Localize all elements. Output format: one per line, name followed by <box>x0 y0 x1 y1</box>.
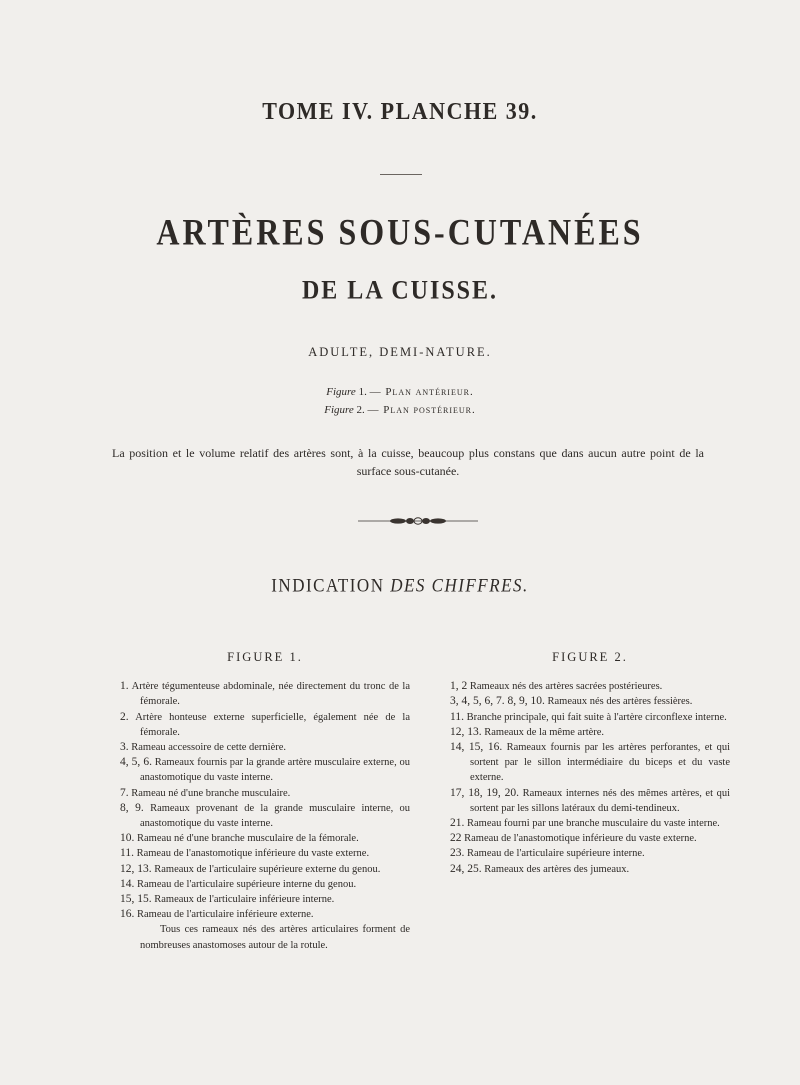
figure-2-heading: FIGURE 2. <box>552 650 628 664</box>
item-number: 3, 4, 5, 6, 7. 8, 9, 10. <box>450 695 545 708</box>
list-item <box>120 877 410 892</box>
item-text: Rameau accessoire de cette dernière. <box>131 742 287 754</box>
item-text: Rameau de l'anastomotique inférieure du vaste externe. <box>136 848 370 860</box>
figure-2-caption <box>0 404 800 416</box>
figure-2-caption-desc: — Plan postérieur. <box>367 404 476 416</box>
item-number: 22 <box>450 832 462 845</box>
list-item <box>450 725 730 740</box>
item-text: Rameaux fournis par la grande artère musculaire externe, ou anastomotique du vaste interne. <box>140 757 411 784</box>
item-text: Rameau de l'anastomotique inférieure du vaste externe. <box>464 833 697 845</box>
item-number: 7. <box>120 786 129 799</box>
divider-rule <box>380 174 422 175</box>
list-item <box>120 862 410 877</box>
item-text: Rameaux des artères des jumeaux. <box>484 863 630 875</box>
item-text: Rameaux provenant de la grande musculaire interne, ou anastomotique du vaste interne. <box>140 802 411 830</box>
item-number: 3. <box>120 741 129 754</box>
list-item <box>120 801 410 831</box>
item-number: 11. <box>450 710 464 723</box>
list-item <box>120 786 410 801</box>
figure-1-list <box>120 679 410 953</box>
item-text: Rameau fourni par une branche musculaire du vaste interne. <box>467 818 720 830</box>
list-item <box>120 710 410 740</box>
list-item <box>450 786 730 816</box>
item-text: Rameaux de l'articulaire supérieure externe du genou. <box>154 863 381 875</box>
list-item <box>450 846 730 861</box>
item-text: Rameau né d'une branche musculaire. <box>131 787 291 799</box>
item-number: 24, 25. <box>450 862 482 875</box>
item-number: 14, 15, 16. <box>450 741 503 754</box>
list-item <box>120 846 410 861</box>
list-item <box>450 816 730 831</box>
item-text: Rameau de l'articulaire inférieure externe. <box>137 909 314 921</box>
item-number: 23. <box>450 847 465 860</box>
section-heading-part2: DES CHIFFRES. <box>390 575 529 596</box>
item-number: 1. <box>120 680 129 693</box>
item-text: Rameau né d'une branche musculaire de la fémorale. <box>137 833 359 845</box>
scale-subtitle: ADULTE, DEMI-NATURE. <box>308 345 492 359</box>
item-text: Rameaux de l'articulaire inférieure interne. <box>154 894 335 906</box>
item-text: Rameau de l'articulaire supérieure interne. <box>467 848 645 860</box>
list-item <box>450 679 730 694</box>
item-number: 11. <box>120 847 134 860</box>
list-item <box>120 892 410 907</box>
list-item <box>120 831 410 846</box>
section-heading <box>0 575 800 597</box>
item-text: Rameaux nés des artères fessières. <box>547 696 693 708</box>
list-item <box>450 740 730 786</box>
intro-paragraph: La position et le volume relatif des artères sont, à la cuisse, beaucoup plus constans que dans aucun autre point de la surface sous-cutanée. <box>112 446 704 478</box>
figure-1-note: Tous ces rameaux nés des artères articulaires forment de nombreuses anastomoses autour de la rotule. <box>140 924 410 951</box>
item-number: 12, 13. <box>450 725 482 738</box>
figure-1-caption <box>0 386 800 398</box>
item-number: 4, 5, 6. <box>120 756 152 769</box>
figure-2-caption-number: 2. <box>356 404 365 416</box>
item-text: Branche principale, qui fait suite à l'artère circonflexe interne. <box>466 711 727 723</box>
item-number: 8, 9. <box>120 801 144 814</box>
ornament-divider <box>358 514 478 528</box>
item-text: Artère tégumenteuse abdominale, née directement du tronc de la fémorale. <box>131 681 411 708</box>
item-number: 16. <box>120 908 135 921</box>
list-item <box>120 755 410 785</box>
item-number: 1, 2 <box>450 680 468 693</box>
list-item <box>450 694 730 709</box>
figure-1-caption-number: 1. <box>358 386 367 398</box>
item-number: 21. <box>450 817 465 830</box>
figure-1-caption-label: Figure <box>326 386 356 398</box>
item-text: Artère honteuse externe superficielle, également née de la fémorale. <box>135 711 410 738</box>
figure-1-caption-desc: — Plan antérieur. <box>369 386 474 398</box>
list-item <box>120 907 410 922</box>
item-number: 10. <box>120 832 135 845</box>
figure-1-legend <box>120 650 410 953</box>
figure-1-heading: FIGURE 1. <box>227 650 303 664</box>
item-number: 2. <box>120 710 129 723</box>
item-number: 15, 15. <box>120 893 152 906</box>
plate-number: TOME IV. PLANCHE 39. <box>262 96 538 125</box>
item-text: Rameaux nés des artères sacrées postérieures. <box>469 681 663 693</box>
list-item <box>120 679 410 709</box>
item-text: Rameaux de la même artère. <box>484 726 605 738</box>
page-title-line2: DE LA CUISSE. <box>301 276 499 306</box>
list-item <box>450 831 730 846</box>
item-text: Rameaux internes nés des mêmes artères, et qui sortent par les sillons latéraux du demi-tendineux. <box>470 787 730 814</box>
item-number: 17, 18, 19, 20. <box>450 786 520 799</box>
section-heading-part1: INDICATION <box>271 575 385 596</box>
list-item <box>450 862 730 877</box>
list-item <box>120 740 410 755</box>
item-number: 12, 13. <box>120 862 152 875</box>
item-number: 14. <box>120 877 135 890</box>
figure-2-list <box>450 679 730 877</box>
list-item <box>450 710 730 725</box>
page-title: ARTÈRES SOUS-CUTANÉES <box>156 211 644 253</box>
figure-2-legend <box>450 650 730 877</box>
figure-2-caption-label: Figure <box>324 404 354 416</box>
item-text: Rameaux fournis par les artères perforantes, et qui sortent par le sillon intermédiaire du biceps et du vaste externe. <box>470 742 731 784</box>
item-text: Rameau de l'articulaire supérieure interne du genou. <box>137 878 357 890</box>
